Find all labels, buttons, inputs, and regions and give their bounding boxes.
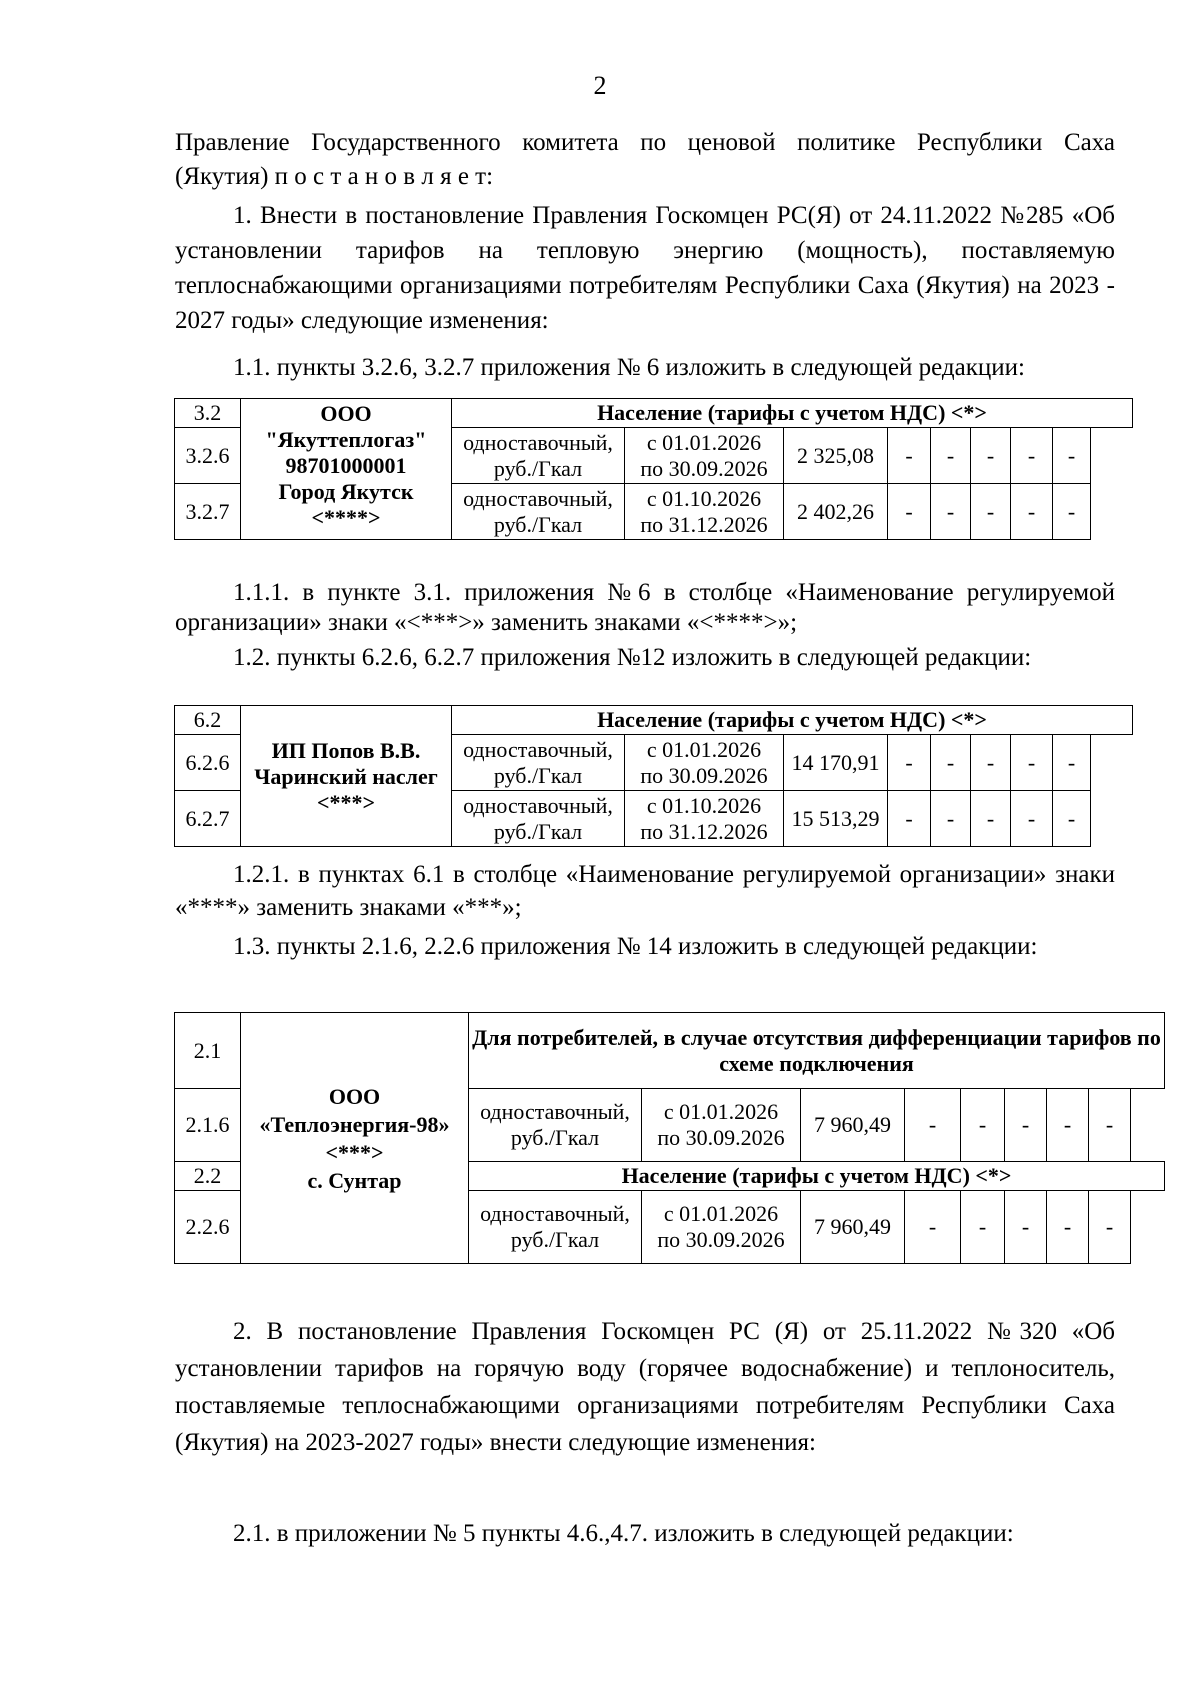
dash-cell: - xyxy=(961,1089,1005,1162)
dash-cell: - xyxy=(888,791,931,847)
dash-cell: - xyxy=(1047,1191,1089,1264)
paragraph-item-1-2-1: 1.2.1. в пунктах 6.1 в столбце «Наименование регулируемой организации» знаки «****» заменить знаками «***»; xyxy=(175,861,1115,921)
tariff-table-1 xyxy=(174,398,1133,540)
organization-name: ООО "Якуттеплогаз" 98701000001 Город Якутск <****> xyxy=(241,399,452,540)
tariff-period: с 01.01.2026 по 30.09.2026 xyxy=(642,1089,801,1162)
dash-cell: - xyxy=(1053,428,1091,484)
paragraph-item-1-1: 1.1. пункты 3.2.6, 3.2.7 приложения № 6 изложить в следующей редакции: xyxy=(233,354,1025,381)
tariff-period: с 01.10.2026 по 31.12.2026 xyxy=(625,791,784,847)
row-number: 2.2.6 xyxy=(175,1191,241,1264)
row-number: 2.1 xyxy=(175,1013,241,1089)
row-number: 3.2.7 xyxy=(175,484,241,540)
dash-cell: - xyxy=(1053,484,1091,540)
tariff-period: с 01.01.2026 по 30.09.2026 xyxy=(625,735,784,791)
dash-cell: - xyxy=(971,735,1011,791)
intro-line-2: (Якутия) п о с т а н о в л я е т: xyxy=(175,163,494,190)
tariff-value: 14 170,91 xyxy=(784,735,888,791)
tariff-type: одноставочный, руб./Гкал xyxy=(452,428,625,484)
tariff-type: одноставочный, руб./Гкал xyxy=(452,484,625,540)
paragraph-item-1-1-1: 1.1.1. в пункте 3.1. приложения №6 в столбце «Наименование регулируемой организации» знаки «<***>» заменить знаками «<****>»; xyxy=(175,579,1115,636)
dash-cell: - xyxy=(1011,484,1053,540)
dash-cell: - xyxy=(931,428,971,484)
dash-cell: - xyxy=(931,791,971,847)
dash-cell: - xyxy=(1089,1191,1131,1264)
row-number: 6.2 xyxy=(175,706,241,735)
tariff-period: с 01.01.2026 по 30.09.2026 xyxy=(642,1191,801,1264)
intro-line-1: Правление Государственного комитета по ценовой политике Республики Саха xyxy=(175,129,1115,156)
dash-cell: - xyxy=(1011,791,1053,847)
tariff-value: 7 960,49 xyxy=(801,1191,905,1264)
tariff-type: одноставочный, руб./Гкал xyxy=(469,1191,642,1264)
organization-name: ООО «Теплоэнергия-98» <***> с. Сунтар xyxy=(241,1013,469,1264)
dash-cell: - xyxy=(1053,735,1091,791)
tariff-table-3 xyxy=(174,1012,1165,1264)
dash-cell: - xyxy=(888,735,931,791)
dash-cell: - xyxy=(1089,1089,1131,1162)
dash-cell: - xyxy=(931,735,971,791)
tariff-type: одноставочный, руб./Гкал xyxy=(469,1089,642,1162)
group-header: Население (тарифы с учетом НДС) <*> xyxy=(452,706,1133,735)
group-header: Население (тарифы с учетом НДС) <*> xyxy=(452,399,1133,428)
tariff-period: с 01.10.2026 по 31.12.2026 xyxy=(625,484,784,540)
group-header: Население (тарифы с учетом НДС) <*> xyxy=(469,1162,1165,1191)
row-number: 3.2 xyxy=(175,399,241,428)
dash-cell: - xyxy=(1005,1191,1047,1264)
dash-cell: - xyxy=(1005,1089,1047,1162)
tariff-value: 2 325,08 xyxy=(784,428,888,484)
dash-cell: - xyxy=(905,1191,961,1264)
tariff-type: одноставочный, руб./Гкал xyxy=(452,791,625,847)
organization-name: ИП Попов В.В. Чаринский наслег <***> xyxy=(241,706,452,847)
tariff-value: 7 960,49 xyxy=(801,1089,905,1162)
dash-cell: - xyxy=(888,428,931,484)
dash-cell: - xyxy=(888,484,931,540)
dash-cell: - xyxy=(961,1191,1005,1264)
dash-cell: - xyxy=(1011,735,1053,791)
row-number: 2.2 xyxy=(175,1162,241,1191)
page-number: 2 xyxy=(593,71,607,100)
tariff-table-2 xyxy=(174,705,1133,847)
tariff-value: 2 402,26 xyxy=(784,484,888,540)
dash-cell: - xyxy=(905,1089,961,1162)
row-number: 6.2.7 xyxy=(175,791,241,847)
dash-cell: - xyxy=(931,484,971,540)
tariff-value: 15 513,29 xyxy=(784,791,888,847)
paragraph-item-1: 1. Внести в постановление Правления Госкомцен РС(Я) от 24.11.2022 №285 «Об установлении тарифов на тепловую энергию (мощность), поставляемую теплоснабжающими организациями потребителям Республики Саха (Якутия) на 2023 - 2027 годы» следующие изменения: xyxy=(175,202,1115,334)
tariff-period: с 01.01.2026 по 30.09.2026 xyxy=(625,428,784,484)
paragraph-item-2-1: 2.1. в приложении № 5 пункты 4.6.,4.7. изложить в следующей редакции: xyxy=(233,1520,1014,1547)
dash-cell: - xyxy=(971,484,1011,540)
group-header: Для потребителей, в случае отсутствия дифференциации тарифов по схеме подключения xyxy=(469,1013,1165,1089)
paragraph-item-1-3: 1.3. пункты 2.1.6, 2.2.6 приложения № 14 изложить в следующей редакции: xyxy=(233,933,1038,960)
dash-cell: - xyxy=(1047,1089,1089,1162)
tariff-type: одноставочный, руб./Гкал xyxy=(452,735,625,791)
paragraph-item-1-2: 1.2. пункты 6.2.6, 6.2.7 приложения №12 изложить в следующей редакции: xyxy=(233,644,1032,671)
row-number: 6.2.6 xyxy=(175,735,241,791)
dash-cell: - xyxy=(971,791,1011,847)
dash-cell: - xyxy=(1011,428,1053,484)
dash-cell: - xyxy=(971,428,1011,484)
row-number: 2.1.6 xyxy=(175,1089,241,1162)
row-number: 3.2.6 xyxy=(175,428,241,484)
dash-cell: - xyxy=(1053,791,1091,847)
paragraph-item-2: 2. В постановление Правления Госкомцен РС (Я) от 25.11.2022 №320 «Об установлении тарифов на горячую воду (горячее водоснабжение) и теплоноситель, поставляемые теплоснабжающими организациями потребителям Республики Саха (Якутия) на 2023-2027 годы» внести следующие изменения: xyxy=(175,1318,1115,1456)
